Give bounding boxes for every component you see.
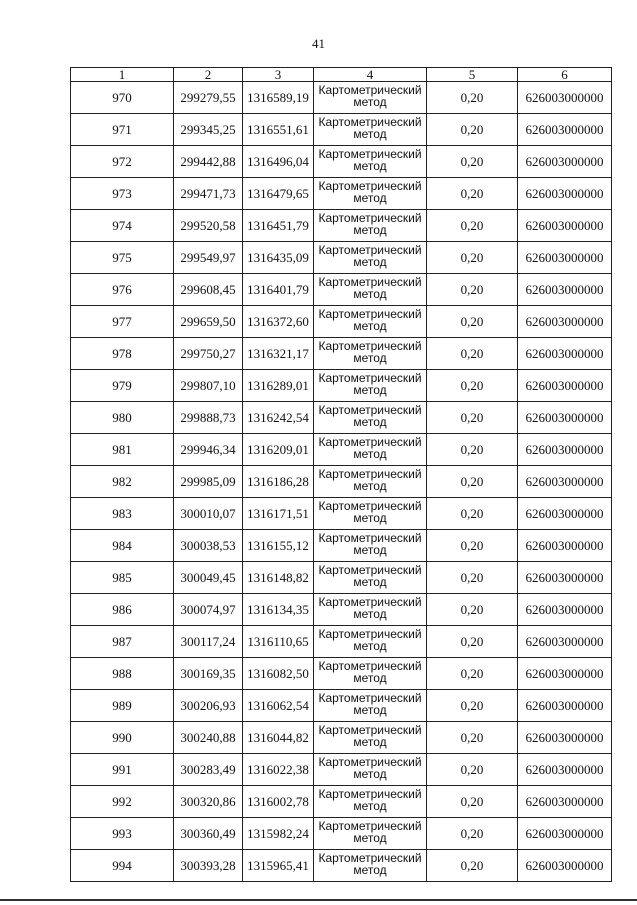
table-row bbox=[71, 850, 612, 882]
method-cell bbox=[314, 402, 427, 434]
method-text-line-2: метод bbox=[353, 863, 387, 877]
x-coordinate-cell: 299888,73 bbox=[174, 402, 243, 434]
y-coordinate-cell: 1316589,19 bbox=[243, 82, 314, 114]
table-body bbox=[71, 82, 612, 882]
method-text-line-2: метод bbox=[353, 383, 387, 397]
table-row bbox=[71, 146, 612, 178]
method-text-line-2: метод bbox=[353, 255, 387, 269]
point-number-cell: 993 bbox=[71, 818, 174, 850]
table-row bbox=[71, 370, 612, 402]
x-coordinate-cell: 300074,97 bbox=[174, 594, 243, 626]
method-text-line-1: Картометрический bbox=[318, 499, 422, 513]
table-header-row bbox=[71, 68, 612, 82]
method-cell bbox=[314, 530, 427, 562]
page-number: 41 bbox=[312, 36, 325, 51]
table-row bbox=[71, 626, 612, 658]
x-coordinate-cell: 299345,25 bbox=[174, 114, 243, 146]
code-cell: 626003000000 bbox=[518, 82, 612, 114]
method-text-line-2: метод bbox=[353, 95, 387, 109]
x-coordinate-cell: 299279,55 bbox=[174, 82, 243, 114]
page-bottom-rule bbox=[0, 899, 637, 901]
point-number-cell: 981 bbox=[71, 434, 174, 466]
x-coordinate-cell: 300169,35 bbox=[174, 658, 243, 690]
accuracy-cell: 0,20 bbox=[427, 754, 518, 786]
accuracy-cell: 0,20 bbox=[427, 82, 518, 114]
method-text-line-1: Картометрический bbox=[318, 243, 422, 257]
method-text-line-1: Картометрический bbox=[318, 467, 422, 481]
point-number-cell: 989 bbox=[71, 690, 174, 722]
method-text-line-1: Картометрический bbox=[318, 115, 422, 129]
accuracy-cell: 0,20 bbox=[427, 274, 518, 306]
accuracy-cell: 0,20 bbox=[427, 306, 518, 338]
table-row bbox=[71, 562, 612, 594]
y-coordinate-cell: 1316496,04 bbox=[243, 146, 314, 178]
y-coordinate-cell: 1315965,41 bbox=[243, 850, 314, 882]
point-number-cell: 992 bbox=[71, 786, 174, 818]
method-cell bbox=[314, 178, 427, 210]
code-cell: 626003000000 bbox=[518, 690, 612, 722]
method-cell bbox=[314, 306, 427, 338]
method-text-line-2: метод bbox=[353, 159, 387, 173]
code-cell: 626003000000 bbox=[518, 338, 612, 370]
accuracy-cell: 0,20 bbox=[427, 626, 518, 658]
table-row bbox=[71, 722, 612, 754]
point-number-cell: 972 bbox=[71, 146, 174, 178]
point-number-cell: 976 bbox=[71, 274, 174, 306]
point-number-cell: 974 bbox=[71, 210, 174, 242]
method-text-line-2: метод bbox=[353, 607, 387, 621]
x-coordinate-cell: 299659,50 bbox=[174, 306, 243, 338]
point-number-cell: 991 bbox=[71, 754, 174, 786]
table-row bbox=[71, 114, 612, 146]
coordinates-table bbox=[70, 67, 612, 882]
code-cell: 626003000000 bbox=[518, 786, 612, 818]
accuracy-cell: 0,20 bbox=[427, 530, 518, 562]
method-text-line-2: метод bbox=[353, 319, 387, 333]
code-cell: 626003000000 bbox=[518, 530, 612, 562]
accuracy-cell: 0,20 bbox=[427, 178, 518, 210]
method-cell bbox=[314, 658, 427, 690]
y-coordinate-cell: 1316372,60 bbox=[243, 306, 314, 338]
point-number-cell: 986 bbox=[71, 594, 174, 626]
column-header-6: 6 bbox=[518, 68, 612, 82]
x-coordinate-cell: 299471,73 bbox=[174, 178, 243, 210]
code-cell: 626003000000 bbox=[518, 114, 612, 146]
code-cell: 626003000000 bbox=[518, 178, 612, 210]
method-text-line-2: метод bbox=[353, 415, 387, 429]
method-cell bbox=[314, 338, 427, 370]
point-number-cell: 973 bbox=[71, 178, 174, 210]
x-coordinate-cell: 300320,86 bbox=[174, 786, 243, 818]
y-coordinate-cell: 1316082,50 bbox=[243, 658, 314, 690]
code-cell: 626003000000 bbox=[518, 402, 612, 434]
x-coordinate-cell: 300038,53 bbox=[174, 530, 243, 562]
method-text-line-1: Картометрический bbox=[318, 211, 422, 225]
point-number-cell: 979 bbox=[71, 370, 174, 402]
method-text-line-1: Картометрический bbox=[318, 819, 422, 833]
method-cell bbox=[314, 626, 427, 658]
table-row bbox=[71, 434, 612, 466]
method-cell bbox=[314, 818, 427, 850]
accuracy-cell: 0,20 bbox=[427, 402, 518, 434]
method-cell bbox=[314, 754, 427, 786]
method-text-line-2: метод bbox=[353, 127, 387, 141]
method-text-line-2: метод bbox=[353, 735, 387, 749]
accuracy-cell: 0,20 bbox=[427, 466, 518, 498]
method-text-line-1: Картометрический bbox=[318, 339, 422, 353]
column-header-2: 2 bbox=[174, 68, 243, 82]
y-coordinate-cell: 1316155,12 bbox=[243, 530, 314, 562]
point-number-cell: 988 bbox=[71, 658, 174, 690]
x-coordinate-cell: 300360,49 bbox=[174, 818, 243, 850]
point-number-cell: 980 bbox=[71, 402, 174, 434]
method-text-line-1: Картометрический bbox=[318, 179, 422, 193]
code-cell: 626003000000 bbox=[518, 722, 612, 754]
x-coordinate-cell: 299946,34 bbox=[174, 434, 243, 466]
accuracy-cell: 0,20 bbox=[427, 786, 518, 818]
table-row bbox=[71, 498, 612, 530]
y-coordinate-cell: 1316002,78 bbox=[243, 786, 314, 818]
table-row bbox=[71, 786, 612, 818]
accuracy-cell: 0,20 bbox=[427, 434, 518, 466]
point-number-cell: 983 bbox=[71, 498, 174, 530]
method-text-line-2: метод bbox=[353, 191, 387, 205]
y-coordinate-cell: 1316148,82 bbox=[243, 562, 314, 594]
method-text-line-1: Картометрический bbox=[318, 755, 422, 769]
x-coordinate-cell: 299985,09 bbox=[174, 466, 243, 498]
table-row bbox=[71, 274, 612, 306]
table-row bbox=[71, 82, 612, 114]
method-cell bbox=[314, 786, 427, 818]
accuracy-cell: 0,20 bbox=[427, 594, 518, 626]
point-number-cell: 975 bbox=[71, 242, 174, 274]
column-header-1: 1 bbox=[71, 68, 174, 82]
accuracy-cell: 0,20 bbox=[427, 498, 518, 530]
method-text-line-1: Картометрический bbox=[318, 627, 422, 641]
method-cell bbox=[314, 466, 427, 498]
method-text-line-1: Картометрический bbox=[318, 851, 422, 865]
code-cell: 626003000000 bbox=[518, 370, 612, 402]
method-text-line-1: Картометрический bbox=[318, 371, 422, 385]
method-text-line-1: Картометрический bbox=[318, 595, 422, 609]
accuracy-cell: 0,20 bbox=[427, 850, 518, 882]
method-text-line-1: Картометрический bbox=[318, 787, 422, 801]
accuracy-cell: 0,20 bbox=[427, 210, 518, 242]
accuracy-cell: 0,20 bbox=[427, 690, 518, 722]
method-text-line-1: Картометрический bbox=[318, 147, 422, 161]
code-cell: 626003000000 bbox=[518, 754, 612, 786]
method-text-line-2: метод bbox=[353, 543, 387, 557]
method-cell bbox=[314, 498, 427, 530]
code-cell: 626003000000 bbox=[518, 658, 612, 690]
point-number-cell: 978 bbox=[71, 338, 174, 370]
y-coordinate-cell: 1316209,01 bbox=[243, 434, 314, 466]
x-coordinate-cell: 299750,27 bbox=[174, 338, 243, 370]
x-coordinate-cell: 300206,93 bbox=[174, 690, 243, 722]
method-text-line-2: метод bbox=[353, 575, 387, 589]
x-coordinate-cell: 300117,24 bbox=[174, 626, 243, 658]
code-cell: 626003000000 bbox=[518, 850, 612, 882]
accuracy-cell: 0,20 bbox=[427, 722, 518, 754]
method-text-line-1: Картометрический bbox=[318, 531, 422, 545]
method-cell bbox=[314, 82, 427, 114]
y-coordinate-cell: 1316479,65 bbox=[243, 178, 314, 210]
method-text-line-1: Картометрический bbox=[318, 659, 422, 673]
x-coordinate-cell: 299520,58 bbox=[174, 210, 243, 242]
code-cell: 626003000000 bbox=[518, 466, 612, 498]
x-coordinate-cell: 300049,45 bbox=[174, 562, 243, 594]
y-coordinate-cell: 1316044,82 bbox=[243, 722, 314, 754]
table-row bbox=[71, 754, 612, 786]
table-row bbox=[71, 178, 612, 210]
method-text-line-2: метод bbox=[353, 831, 387, 845]
y-coordinate-cell: 1316401,79 bbox=[243, 274, 314, 306]
table-row bbox=[71, 690, 612, 722]
table-row bbox=[71, 658, 612, 690]
point-number-cell: 994 bbox=[71, 850, 174, 882]
point-number-cell: 985 bbox=[71, 562, 174, 594]
method-text-line-2: метод bbox=[353, 639, 387, 653]
y-coordinate-cell: 1315982,24 bbox=[243, 818, 314, 850]
method-text-line-1: Картометрический bbox=[318, 563, 422, 577]
code-cell: 626003000000 bbox=[518, 306, 612, 338]
y-coordinate-cell: 1316242,54 bbox=[243, 402, 314, 434]
point-number-cell: 970 bbox=[71, 82, 174, 114]
method-text-line-1: Картометрический bbox=[318, 691, 422, 705]
method-text-line-1: Картометрический bbox=[318, 83, 422, 97]
column-header-4: 4 bbox=[314, 68, 427, 82]
method-cell bbox=[314, 242, 427, 274]
method-text-line-2: метод bbox=[353, 799, 387, 813]
method-text-line-1: Картометрический bbox=[318, 403, 422, 417]
method-cell bbox=[314, 594, 427, 626]
y-coordinate-cell: 1316062,54 bbox=[243, 690, 314, 722]
x-coordinate-cell: 300283,49 bbox=[174, 754, 243, 786]
method-text-line-2: метод bbox=[353, 479, 387, 493]
point-number-cell: 984 bbox=[71, 530, 174, 562]
method-text-line-1: Картометрический bbox=[318, 435, 422, 449]
accuracy-cell: 0,20 bbox=[427, 242, 518, 274]
method-cell bbox=[314, 114, 427, 146]
y-coordinate-cell: 1316022,38 bbox=[243, 754, 314, 786]
column-header-3: 3 bbox=[243, 68, 314, 82]
accuracy-cell: 0,20 bbox=[427, 146, 518, 178]
code-cell: 626003000000 bbox=[518, 210, 612, 242]
table-row bbox=[71, 402, 612, 434]
x-coordinate-cell: 300240,88 bbox=[174, 722, 243, 754]
point-number-cell: 971 bbox=[71, 114, 174, 146]
method-text-line-2: метод bbox=[353, 351, 387, 365]
code-cell: 626003000000 bbox=[518, 562, 612, 594]
y-coordinate-cell: 1316171,51 bbox=[243, 498, 314, 530]
code-cell: 626003000000 bbox=[518, 594, 612, 626]
y-coordinate-cell: 1316134,35 bbox=[243, 594, 314, 626]
code-cell: 626003000000 bbox=[518, 146, 612, 178]
y-coordinate-cell: 1316289,01 bbox=[243, 370, 314, 402]
table-row bbox=[71, 242, 612, 274]
code-cell: 626003000000 bbox=[518, 434, 612, 466]
method-text-line-2: метод bbox=[353, 671, 387, 685]
point-number-cell: 977 bbox=[71, 306, 174, 338]
table-row bbox=[71, 818, 612, 850]
x-coordinate-cell: 299807,10 bbox=[174, 370, 243, 402]
method-cell bbox=[314, 690, 427, 722]
column-header-5: 5 bbox=[427, 68, 518, 82]
y-coordinate-cell: 1316110,65 bbox=[243, 626, 314, 658]
method-cell bbox=[314, 146, 427, 178]
table-row bbox=[71, 306, 612, 338]
table-row bbox=[71, 466, 612, 498]
table-row bbox=[71, 594, 612, 626]
accuracy-cell: 0,20 bbox=[427, 562, 518, 594]
y-coordinate-cell: 1316551,61 bbox=[243, 114, 314, 146]
code-cell: 626003000000 bbox=[518, 626, 612, 658]
x-coordinate-cell: 300393,28 bbox=[174, 850, 243, 882]
method-text-line-2: метод bbox=[353, 223, 387, 237]
method-text-line-2: метод bbox=[353, 447, 387, 461]
method-cell bbox=[314, 562, 427, 594]
method-cell bbox=[314, 850, 427, 882]
y-coordinate-cell: 1316451,79 bbox=[243, 210, 314, 242]
code-cell: 626003000000 bbox=[518, 818, 612, 850]
method-text-line-1: Картометрический bbox=[318, 307, 422, 321]
method-text-line-2: метод bbox=[353, 767, 387, 781]
method-text-line-2: метод bbox=[353, 703, 387, 717]
table-row bbox=[71, 210, 612, 242]
method-cell bbox=[314, 434, 427, 466]
method-cell bbox=[314, 274, 427, 306]
point-number-cell: 987 bbox=[71, 626, 174, 658]
method-text-line-2: метод bbox=[353, 511, 387, 525]
accuracy-cell: 0,20 bbox=[427, 818, 518, 850]
code-cell: 626003000000 bbox=[518, 242, 612, 274]
y-coordinate-cell: 1316435,09 bbox=[243, 242, 314, 274]
method-text-line-1: Картометрический bbox=[318, 275, 422, 289]
method-text-line-1: Картометрический bbox=[318, 723, 422, 737]
point-number-cell: 982 bbox=[71, 466, 174, 498]
method-cell bbox=[314, 722, 427, 754]
method-text-line-2: метод bbox=[353, 287, 387, 301]
code-cell: 626003000000 bbox=[518, 274, 612, 306]
table-row bbox=[71, 338, 612, 370]
x-coordinate-cell: 299549,97 bbox=[174, 242, 243, 274]
y-coordinate-cell: 1316321,17 bbox=[243, 338, 314, 370]
table-row bbox=[71, 530, 612, 562]
method-cell bbox=[314, 210, 427, 242]
accuracy-cell: 0,20 bbox=[427, 370, 518, 402]
code-cell: 626003000000 bbox=[518, 498, 612, 530]
y-coordinate-cell: 1316186,28 bbox=[243, 466, 314, 498]
accuracy-cell: 0,20 bbox=[427, 338, 518, 370]
x-coordinate-cell: 299442,88 bbox=[174, 146, 243, 178]
method-cell bbox=[314, 370, 427, 402]
x-coordinate-cell: 299608,45 bbox=[174, 274, 243, 306]
accuracy-cell: 0,20 bbox=[427, 114, 518, 146]
point-number-cell: 990 bbox=[71, 722, 174, 754]
accuracy-cell: 0,20 bbox=[427, 658, 518, 690]
x-coordinate-cell: 300010,07 bbox=[174, 498, 243, 530]
